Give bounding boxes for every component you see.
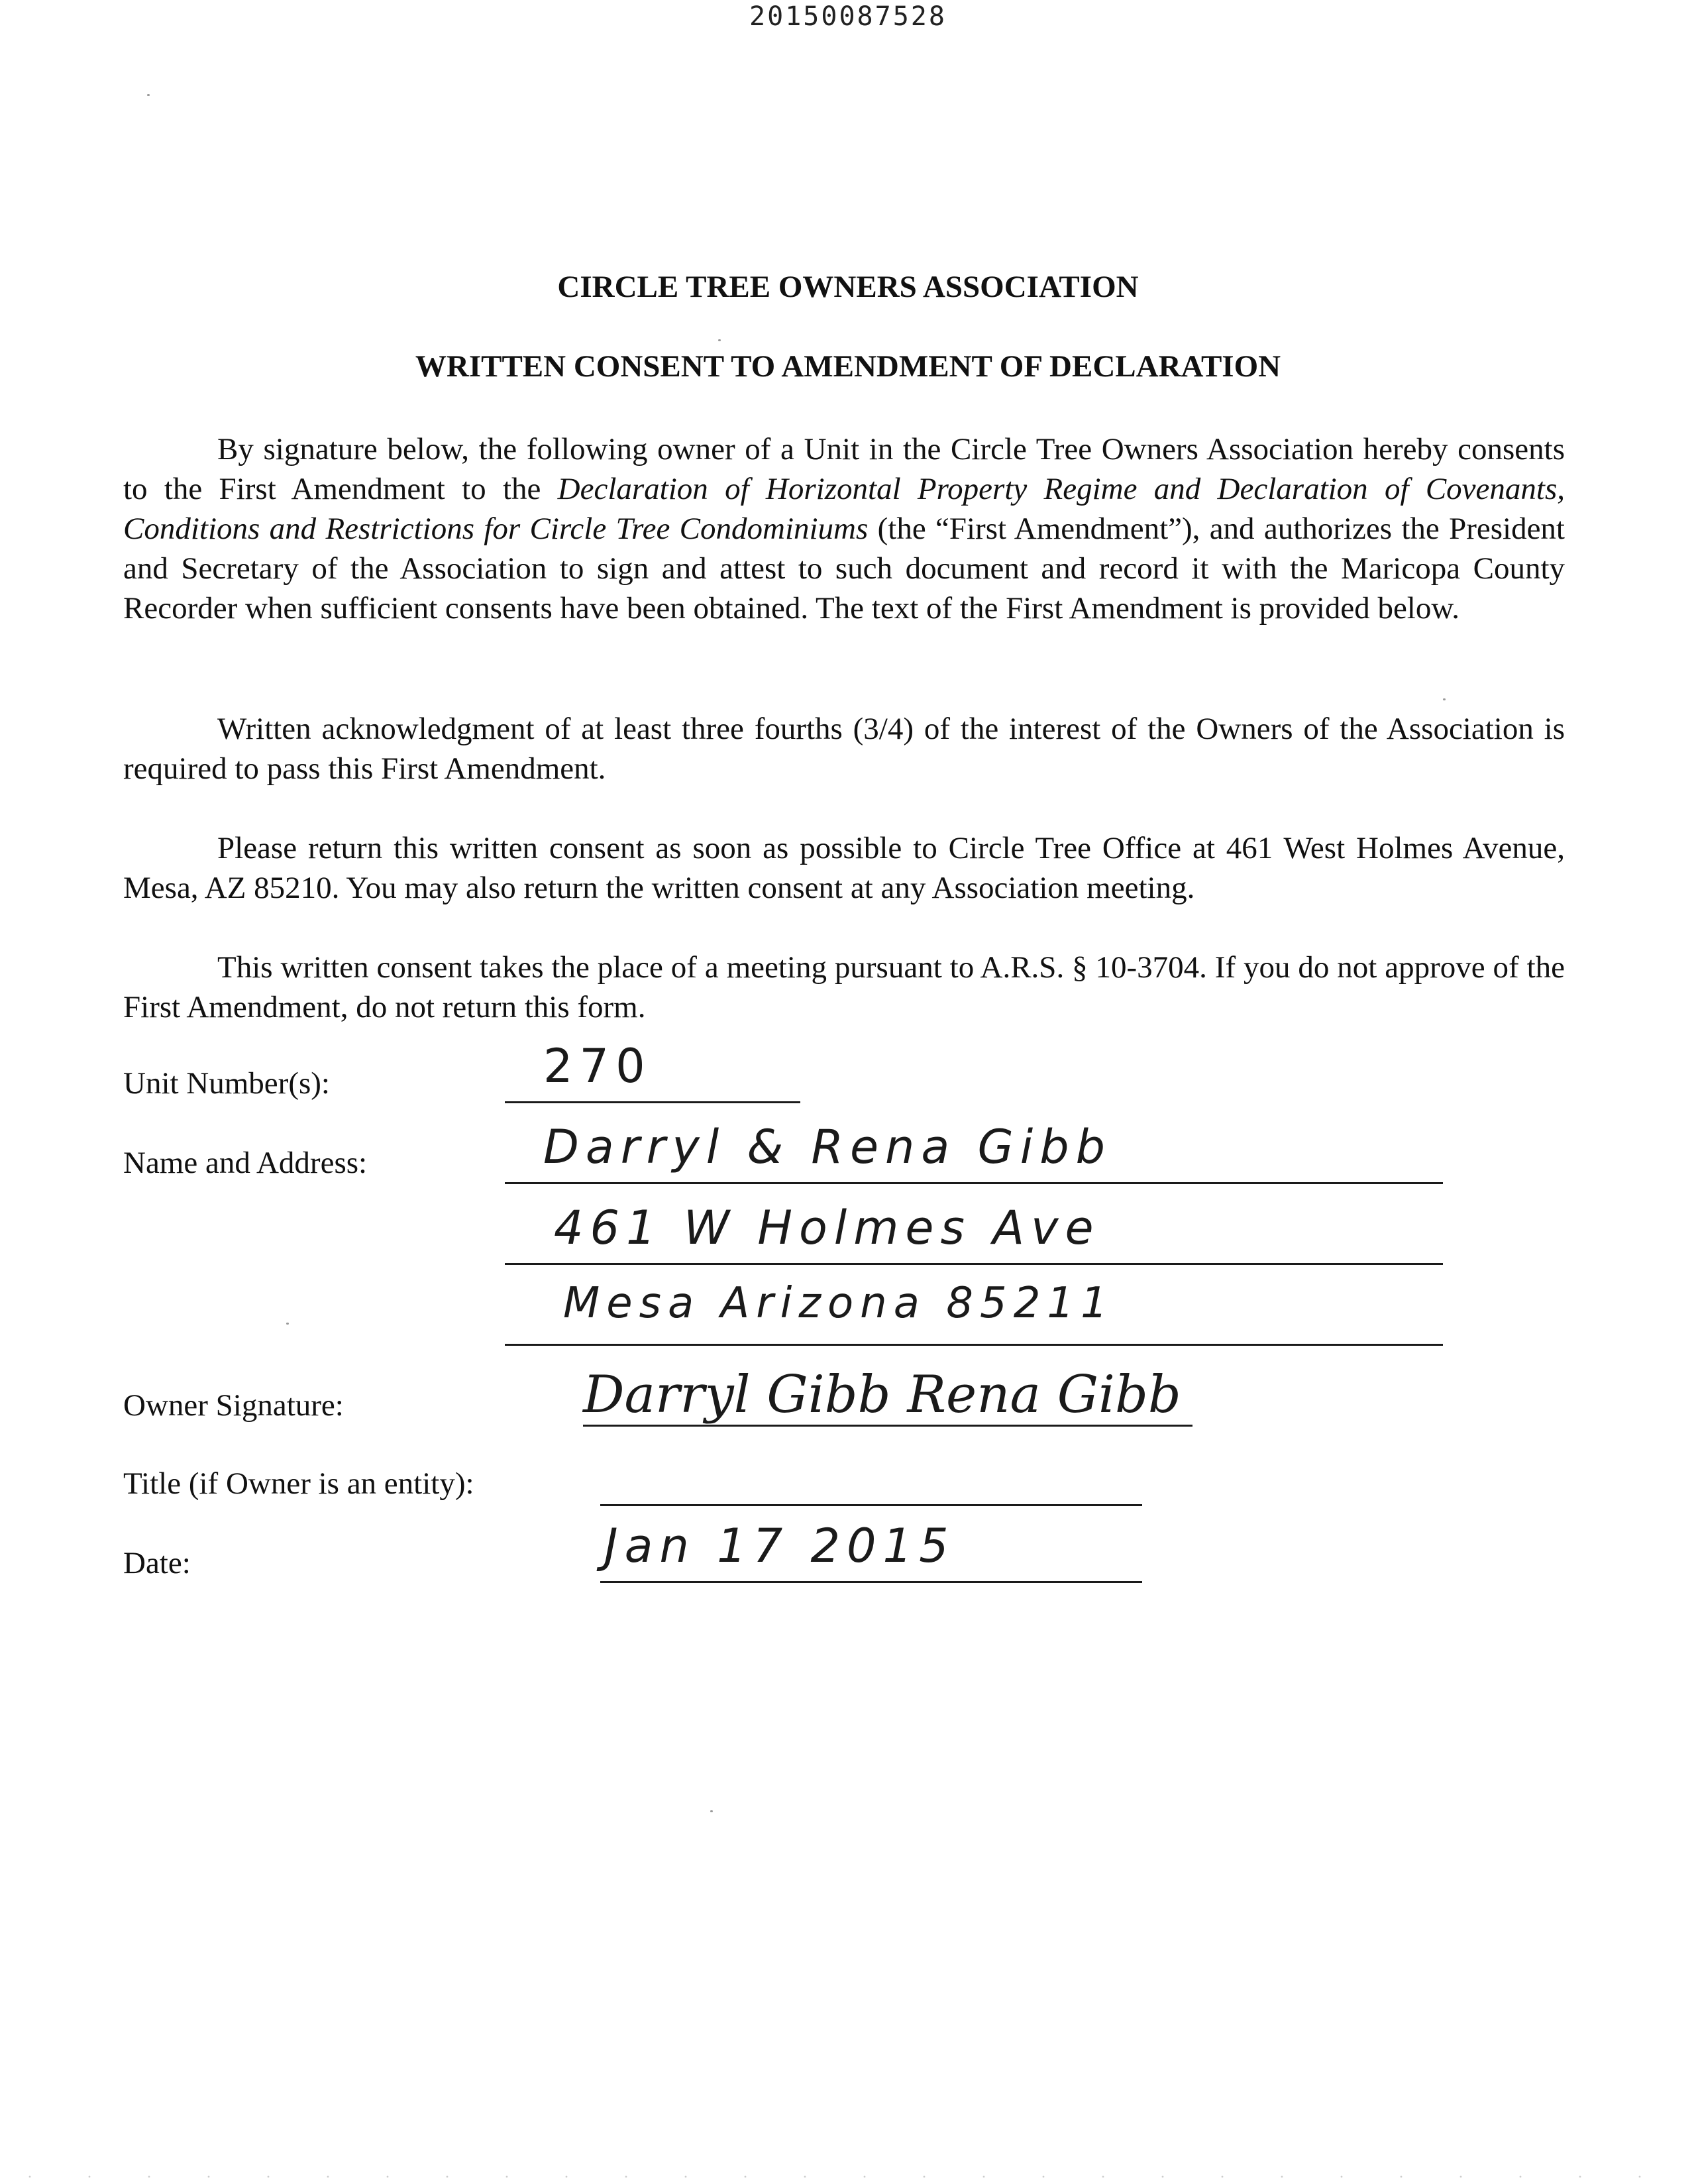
name-address-label: Name and Address: bbox=[123, 1146, 368, 1180]
owner-signature[interactable]: Darryl Gibb Rena Gibb bbox=[583, 1365, 1181, 1425]
scan-speck bbox=[710, 1810, 713, 1812]
address-line-3-rule bbox=[505, 1344, 1443, 1346]
title-line bbox=[600, 1504, 1142, 1506]
owner-signature-line bbox=[583, 1425, 1192, 1427]
address-line-2-rule bbox=[505, 1263, 1443, 1265]
unit-number-label: Unit Number(s): bbox=[123, 1066, 330, 1101]
scan-speck bbox=[286, 1323, 289, 1325]
scan-speck bbox=[147, 94, 150, 96]
address-line-3[interactable]: Mesa Arizona 85211 bbox=[563, 1279, 1114, 1328]
document-number: 20150087528 bbox=[749, 1, 947, 32]
date-value[interactable]: Jan 17 2015 bbox=[604, 1519, 955, 1573]
unit-number-value[interactable]: 270 bbox=[543, 1039, 652, 1093]
intro-text-end: (the “First Amendment”), and authorizes the President and Secretary of the Association to sign and attest to such document and record it with the Maricopa County Recorder when sufficient consents have been obtained. The text of the First Amendment is provided below. bbox=[123, 512, 1565, 626]
owner-signature-label: Owner Signature: bbox=[123, 1388, 344, 1423]
date-line bbox=[600, 1581, 1142, 1583]
acknowledgment-paragraph: Written acknowledgment of at least three fourths (3/4) of the interest of the Owners of the Association is required to pass this First Amendment. bbox=[123, 712, 1565, 786]
return-paragraph: Please return this written consent as soon as possible to Circle Tree Office at 461 West Holmes Avenue, Mesa, AZ 85210. You may also return the written consent at any Association meeting. bbox=[123, 831, 1565, 905]
meeting-paragraph: This written consent takes the place of a meeting pursuant to A.R.S. § 10-3704. If you do not approve of the First Amendment, do not return this form. bbox=[123, 950, 1565, 1024]
consent-title: WRITTEN CONSENT TO AMENDMENT OF DECLARATION bbox=[415, 349, 1281, 384]
title-label: Title (if Owner is an entity): bbox=[123, 1466, 474, 1501]
association-title: CIRCLE TREE OWNERS ASSOCIATION bbox=[557, 270, 1139, 304]
declaration-title: Declaration of Horizontal Property Regime and Declaration of Covenants, Conditions and Restrictions for Circle Tree Condominiums bbox=[123, 472, 1565, 546]
scan-speck bbox=[718, 339, 721, 341]
scan-footer-noise bbox=[0, 2175, 1696, 2179]
date-label: Date: bbox=[123, 1546, 191, 1580]
scan-speck bbox=[1443, 698, 1446, 700]
name-line-1-rule bbox=[505, 1182, 1443, 1184]
name-line-1[interactable]: Darryl & Rena Gibb bbox=[543, 1120, 1112, 1174]
intro-paragraph bbox=[123, 429, 1565, 628]
unit-number-line bbox=[505, 1101, 800, 1103]
intro-text-start: By signature below, the following owner of a Unit in the Circle Tree Owners Association hereby consents to the First Amendment to the bbox=[123, 432, 1565, 506]
address-line-2[interactable]: 461 W Holmes Ave bbox=[554, 1201, 1100, 1255]
